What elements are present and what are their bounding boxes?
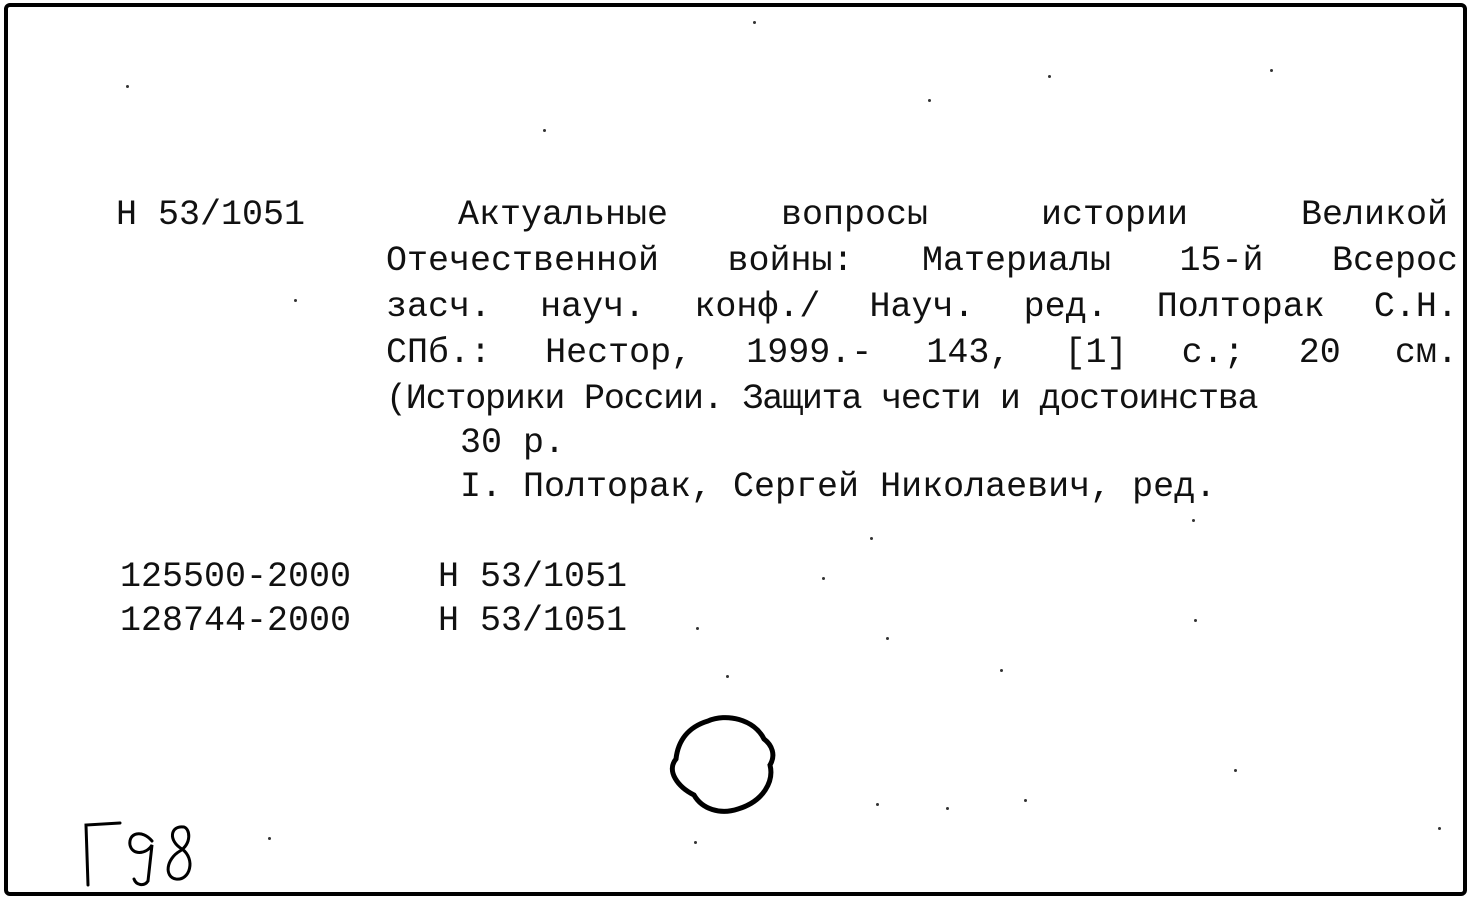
- entry-word: 20: [1298, 333, 1341, 373]
- holding-shelf: Н 53/1051: [438, 601, 628, 641]
- noise-speck: [1192, 519, 1195, 522]
- entry-word: с.;: [1181, 333, 1245, 373]
- entry-line-1: [388, 195, 1448, 235]
- punch-hole: [668, 715, 783, 815]
- entry-word: науч.: [540, 287, 646, 327]
- entry-word: Актуальные: [458, 195, 669, 235]
- entry-word: С.Н.: [1373, 287, 1458, 327]
- entry-word: ред.: [1023, 287, 1108, 327]
- noise-speck: [753, 21, 756, 24]
- noise-speck: [694, 841, 697, 844]
- entry-word: конф./: [694, 287, 821, 327]
- entry-word: Материалы: [921, 241, 1112, 281]
- entry-word: 1999.-: [746, 333, 873, 373]
- entry-word: см.: [1394, 333, 1458, 373]
- catalog-card: [4, 3, 1467, 896]
- entry-line-4: [386, 333, 1458, 373]
- holding-inventory: 128744-2000: [120, 601, 352, 641]
- noise-speck: [126, 85, 129, 88]
- entry-word: [1]: [1064, 333, 1128, 373]
- noise-speck: [696, 627, 699, 630]
- entry-word: 143,: [926, 333, 1011, 373]
- noise-speck: [876, 803, 879, 806]
- handwritten-mark: [80, 819, 200, 889]
- noise-speck: [870, 537, 873, 540]
- noise-speck: [1438, 827, 1441, 830]
- noise-speck: [268, 837, 271, 840]
- noise-speck: [1194, 619, 1197, 622]
- entry-word: Отечественной: [386, 241, 660, 281]
- added-entry: I. Полторак, Сергей Николаевич, ред.: [460, 467, 1217, 507]
- noise-speck: [543, 129, 546, 132]
- entry-line-2: [386, 241, 1458, 281]
- price: 30 р.: [460, 423, 566, 463]
- holding-shelf: Н 53/1051: [438, 557, 628, 597]
- noise-speck: [1024, 799, 1027, 802]
- entry-word: истории: [1040, 195, 1189, 235]
- entry-word: Всерос: [1331, 241, 1458, 281]
- noise-speck: [1048, 75, 1051, 78]
- entry-word: Полторак: [1156, 287, 1325, 327]
- noise-speck: [1270, 69, 1273, 72]
- noise-speck: [1234, 769, 1237, 772]
- call-number: Н 53/1051: [116, 195, 306, 235]
- noise-speck: [294, 299, 297, 302]
- noise-speck: [726, 675, 729, 678]
- entry-word: Великой: [1300, 195, 1448, 235]
- entry-line-3: [386, 287, 1458, 327]
- noise-speck: [946, 807, 949, 810]
- holding-inventory: 125500-2000: [120, 557, 352, 597]
- noise-speck: [886, 637, 889, 640]
- entry-word: Науч.: [869, 287, 975, 327]
- entry-word: Нестор,: [545, 333, 693, 373]
- noise-speck: [928, 99, 931, 102]
- entry-word: 15-й: [1179, 241, 1264, 281]
- noise-speck: [1000, 669, 1003, 672]
- entry-line-5: (Историки России. Защита чести и достоинства: [386, 379, 1258, 419]
- entry-word: засч.: [386, 287, 492, 327]
- entry-word: вопросы: [781, 195, 929, 235]
- noise-speck: [822, 577, 825, 580]
- entry-word: войны:: [727, 241, 854, 281]
- entry-word: СПб.:: [386, 333, 492, 373]
